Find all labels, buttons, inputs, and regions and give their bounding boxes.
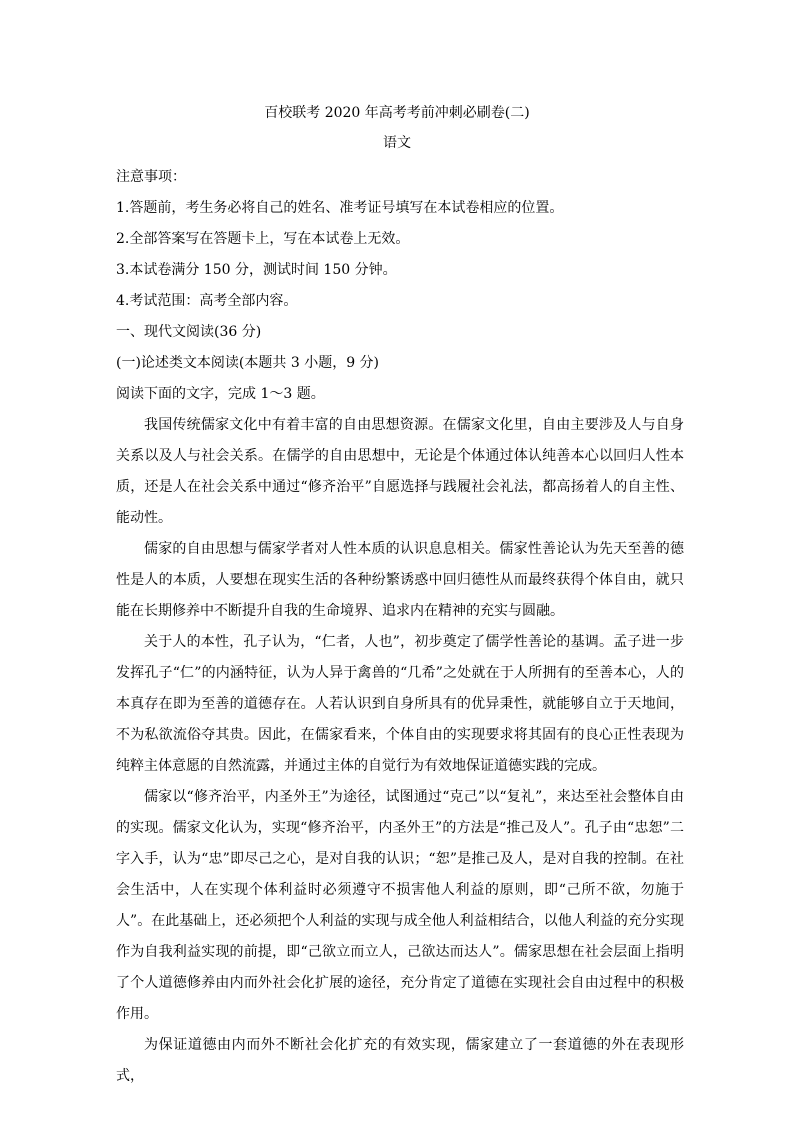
section-heading: 一、现代文阅读(36 分) (116, 324, 262, 340)
reading-instruction: 阅读下面的文字，完成 1～3 题。 (116, 386, 325, 402)
subject-title: 语文 (383, 135, 411, 151)
passage-paragraph: 我国传统儒家文化中有着丰富的自由思想资源。在儒家文化里，自由主要涉及人与自身关系以及人与社会关系。在儒学的自由思想中，无论是个体通过体认纯善本心以回归人性本质，还是人在社会关系中通过“修齐治平”自愿选择与践履社会礼法，都高扬着人的自主性、能动性。 (116, 417, 684, 526)
passage-paragraph: 关于人的本性，孔子认为，“仁者，人也”，初步奠定了儒学性善论的基调。孟子进一步发挥孔子“仁”的内涵特征，认为人异于禽兽的“几希”之处就在于人所拥有的至善本心，人的本真存在即为至善的道德存在。人若认识到自身所具有的优异秉性，就能够自立于天地间，不为私欲流俗夺其贵。因此，在儒家看来，个体自由的实现要求将其固有的良心正性表现为纯粹主体意愿的自然流露，并通过主体的自觉行为有效地保证道德实践的完成。 (116, 634, 684, 774)
passage-paragraph: 儒家的自由思想与儒家学者对人性本质的认识息息相关。儒家性善论认为先天至善的德性是人的本质，人要想在现实生活的各种纷繁诱惑中回归德性从而最终获得个体自由，就只能在长期修养中不断提升自我的生命境界、追求内在精神的充实与圆融。 (116, 541, 684, 619)
passage-paragraph: 为保证道德由内而外不断社会化扩充的有效实现，儒家建立了一套道德的外在表现形式， (116, 1037, 684, 1084)
page-body (116, 162, 684, 1092)
note-item: 1.答题前，考生务必将自己的姓名、准考证号填写在本试卷相应的位置。 (116, 200, 564, 216)
note-item: 2.全部答案写在答题卡上，写在本试卷上无效。 (116, 231, 410, 247)
note-item: 4.考试范围：高考全部内容。 (116, 293, 298, 309)
section-subheading: (一)论述类文本阅读(本题共 3 小题，9 分) (116, 355, 380, 371)
note-item: 3.本试卷满分 150 分，测试时间 150 分钟。 (116, 262, 397, 278)
passage-paragraph: 儒家以“修齐治平，内圣外王”为途径，试图通过“克己”以“复礼”，来达至社会整体自由的实现。儒家文化认为，实现“修齐治平，内圣外王”的方法是“推己及人”。孔子由“忠恕”二字入手，认为“忠”即尽己之心，是对自我的认识；“恕”是推己及人，是对自我的控制。在社会生活中，人在实现个体利益时必须遵守不损害他人利益的原则，即“己所不欲，勿施于人”。在此基础上，还必须把个人利益的实现与成全他人利益相结合，以他人利益的充分实现作为自我利益实现的前提，即“己欲立而立人，己欲达而达人”。儒家思想在社会层面上指明了个人道德修养由内而外社会化扩展的途径，充分肯定了道德在实现社会自由过程中的积极作用。 (116, 789, 684, 1022)
exam-title: 百校联考 2020 年高考考前冲刺必刷卷(二) (264, 105, 530, 121)
notes-heading: 注意事项： (116, 169, 186, 185)
